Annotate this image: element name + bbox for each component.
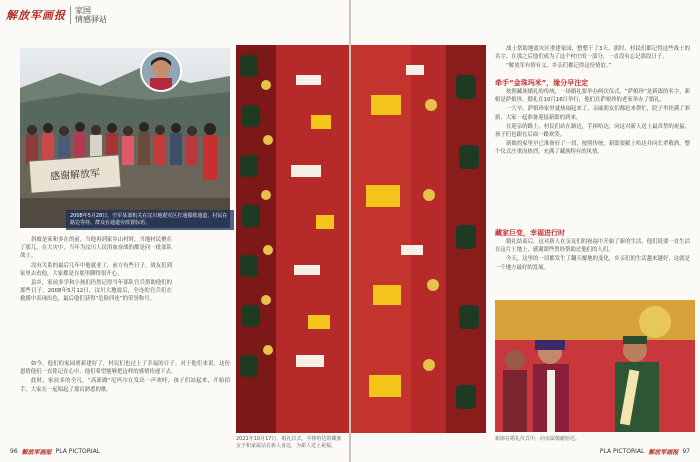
soldier-bride-photo <box>495 300 695 432</box>
left-page <box>0 0 349 462</box>
wedding-procession-left-illustration <box>236 45 349 433</box>
right-paragraph-7: 婚礼结束后，这对新人在亲友们的祝福中开始了新的生活，他们说要一直生活在这片土地上，感谢那些曾经帮助过他们的人们。 <box>495 239 690 254</box>
right-paragraph-4: 一大早，萨娘珍家里就热闹起来了，亲戚朋友们都赶来帮忙，院子里挂满了彩旗，大家一起准备迎接新郎的到来。 <box>495 106 690 121</box>
section-label-line2: 情感驿站 <box>75 15 107 24</box>
left-body-column-2 <box>20 360 230 440</box>
right-paragraph-5: 在迎亲的路上，村民们站在路边，手捧哈达，向这对新人送上最真挚的祝福，孩子们也跟在后面一路欢笑。 <box>495 123 690 139</box>
right-page-number: 97 <box>682 448 690 455</box>
brand-logo: 解放军画报 <box>6 9 66 22</box>
wedding-procession-photo <box>236 45 349 433</box>
right-top-text <box>495 45 690 75</box>
right-paragraph-2: “解放军有情有义，乡亲们都记得这份情谊。” <box>506 63 612 70</box>
magazine-header <box>6 6 107 24</box>
left-paragraph-3: 县乡，家前多学和小孩们仍然记得当年部队官兵帮助他们的那些日子。2008年5月12日，汶川大地震后，全连的官兵们在救援中表现出色，最后他们获得“危险四连”的荣誉称号。 <box>20 280 172 303</box>
left-paragraph-5: 此时，家前多的全凡，“高新路”尼玛尔在发出一声欢呼，孩子们站起来，开始拍手，大家在一起唱起了那首熟悉的歌。 <box>20 378 230 393</box>
right-footer-logo: 解放军画报 <box>648 449 679 456</box>
crowd-photo <box>20 48 230 228</box>
wedding-procession-right-illustration <box>351 45 486 433</box>
center-photo-caption: 2021年10月17日，婚礼仪式，手捧哈达的藏族女子和家属站在新人身边，为新人送上祝福。 <box>236 436 342 449</box>
right-bottom-text <box>495 238 690 288</box>
soldier-bride-illustration <box>495 300 695 432</box>
right-mid-text <box>495 88 690 223</box>
right-page <box>351 0 700 462</box>
right-footer-text: PLA PICTORIAL <box>599 448 645 455</box>
left-paragraph-1: 斜坡是家和多在的前，当他再到家乡山村时，当地村民聚在了那儿。在大灾中，当年为汶川人民浴血奋战的都是同一批部队战士。 <box>20 237 172 260</box>
left-paragraph-2: 没有关系的最后几年中他就业了，前方有些日子，战友们到家里去看他，大家都是在那里聊得很开心。 <box>20 262 172 277</box>
left-page-number: 96 <box>10 448 18 455</box>
right-paragraph-3: 按照藏族婚礼的传统，一场婚礼要举办两次仪式。“萨娘珍”是新郎的名字，新娘是萨娘珍，婚礼在10月16日举行，他们在萨娘珍的老家举办了婚礼。 <box>495 89 690 104</box>
subhead-destiny: 牵手“金珠玛米”，缘分早注定 <box>495 79 589 87</box>
crowd-photo-illustration <box>20 48 230 228</box>
right-paragraph-1: 战士帮助地震灾区重建家园，整整干了3天。那时，村民们都记得这些战士的名字，在那之后他们成为了这个村庄的一部分，一直没有忘记那段日子。 <box>495 46 690 61</box>
left-paragraph-4: 如今，他们的家园重新建好了，村民们也过上了幸福的日子。对于他们来说，这份恩情他们一直铭记在心中，他们希望能够把这样的感情传递下去。 <box>20 361 230 376</box>
right-paragraph-6: 新娘的家里早已准备好了一切，按照传统，新郎要献上哈达并向长辈敬酒，整个仪式庄重而热烈，充满了藏族特有的风情。 <box>495 141 690 156</box>
banner-text: 感谢解放军 <box>49 168 101 183</box>
left-footer-logo: 解放军画报 <box>21 449 52 456</box>
right-footer <box>600 447 690 456</box>
portrait-inset <box>140 50 182 92</box>
right-paragraph-8: 今天，这里的一切都发生了翻天覆地的变化，乡亲们的生活越来越好，这就是一个地方最好的发展。 <box>495 256 690 271</box>
wedding-procession-photo-right <box>351 45 486 433</box>
girl-portrait-icon <box>142 52 180 90</box>
crowd-photo-caption: 2008年5月28日，空军某部机关在汶川地震灾区打通援救通道，村民在路边等待、群众在通道旁放置标语。 <box>66 210 234 230</box>
soldier-bride-caption: 新郎在婚礼仪式中，向亲属敬献哈达。 <box>495 436 581 442</box>
section-label <box>70 6 107 24</box>
left-footer-text: PLA PICTORIAL <box>55 448 101 455</box>
left-footer <box>10 447 100 456</box>
section-label-line1: 家国 <box>75 6 91 15</box>
subhead-change: 藏家巨变，幸福进行时 <box>495 229 565 237</box>
